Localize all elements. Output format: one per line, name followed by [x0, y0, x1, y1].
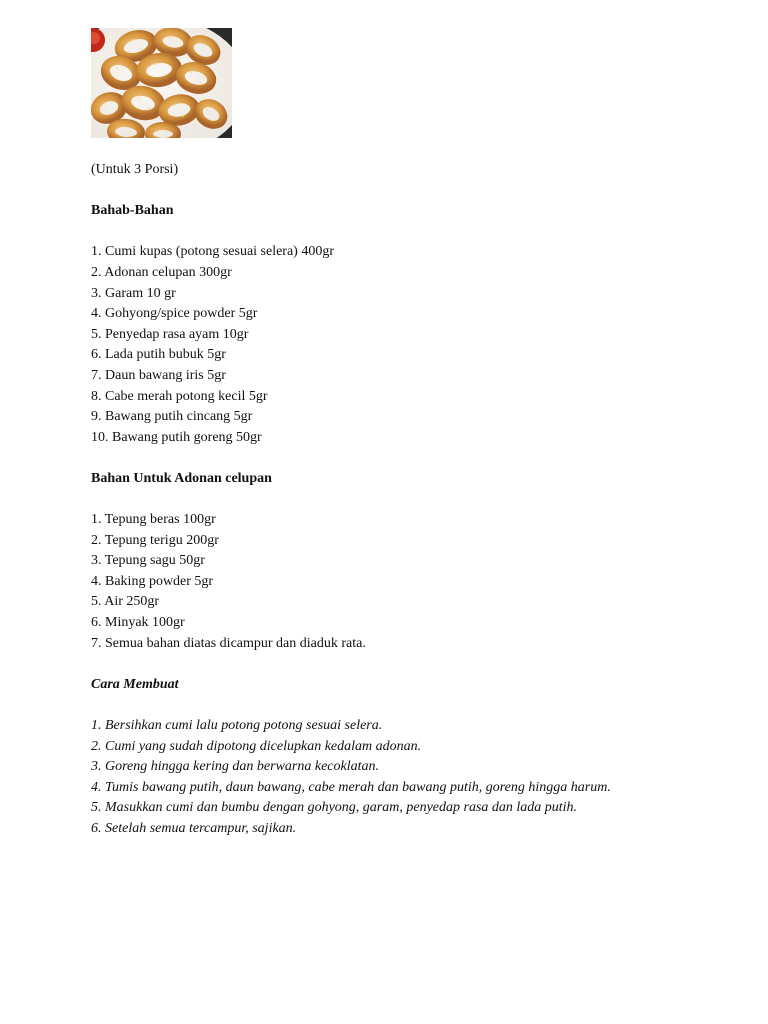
list-item: 5. Penyedap rasa ayam 10gr [91, 326, 249, 342]
serving-size: (Untuk 3 Porsi) [91, 162, 179, 177]
method-list [91, 716, 731, 840]
list-item: 4. Baking powder 5gr [91, 573, 214, 589]
list-item: 8. Cabe merah potong kecil 5gr [91, 388, 268, 404]
list-item: 3. Tepung sagu 50gr [91, 553, 205, 569]
list-item: 10. Bawang putih goreng 50gr [91, 429, 262, 445]
list-item: 6. Setelah semua tercampur, sajikan. [91, 821, 297, 836]
list-item: 3. Goreng hingga kering dan berwarna kecoklatan. [91, 759, 379, 775]
list-item: 6. Lada putih bubuk 5gr [91, 347, 226, 363]
ingredients-heading: Bahab-Bahan [91, 203, 174, 219]
batter-list [91, 510, 731, 654]
list-item: 4. Tumis bawang putih, daun bawang, cabe merah dan bawang putih, goreng hingga harum. [91, 779, 611, 795]
list-item: 1. Tepung beras 100gr [91, 512, 216, 528]
batter-heading: Bahan Untuk Adonan celupan [91, 470, 272, 486]
list-item: 2. Tepung terigu 200gr [91, 532, 219, 548]
list-item: 7. Semua bahan diatas dicampur dan diaduk rata. [91, 635, 366, 651]
list-item: 2. Cumi yang sudah dipotong dicelupkan kedalam adonan. [91, 738, 422, 754]
list-item: 5. Masukkan cumi dan bumbu dengan gohyong, garam, penyedap rasa dan lada putih. [91, 800, 578, 816]
calamari-photo [91, 28, 232, 138]
ingredients-list [91, 242, 731, 448]
list-item: 3. Garam 10 gr [91, 285, 176, 301]
list-item: 6. Minyak 100gr [91, 615, 185, 631]
list-item: 1. Bersihkan cumi lalu potong potong sesuai selera. [91, 718, 383, 734]
list-item: 5. Air 250gr [91, 594, 160, 610]
recipe-document [91, 28, 731, 840]
list-item: 7. Daun bawang iris 5gr [91, 367, 226, 383]
list-item: 9. Bawang putih cincang 5gr [91, 409, 253, 425]
list-item: 4. Gohyong/spice powder 5gr [91, 306, 258, 322]
calamari-illustration [91, 28, 232, 138]
list-item: 1. Cumi kupas (potong sesuai selera) 400gr [91, 244, 335, 260]
list-item: 2. Adonan celupan 300gr [91, 264, 232, 280]
method-heading: Cara Membuat [91, 676, 179, 692]
